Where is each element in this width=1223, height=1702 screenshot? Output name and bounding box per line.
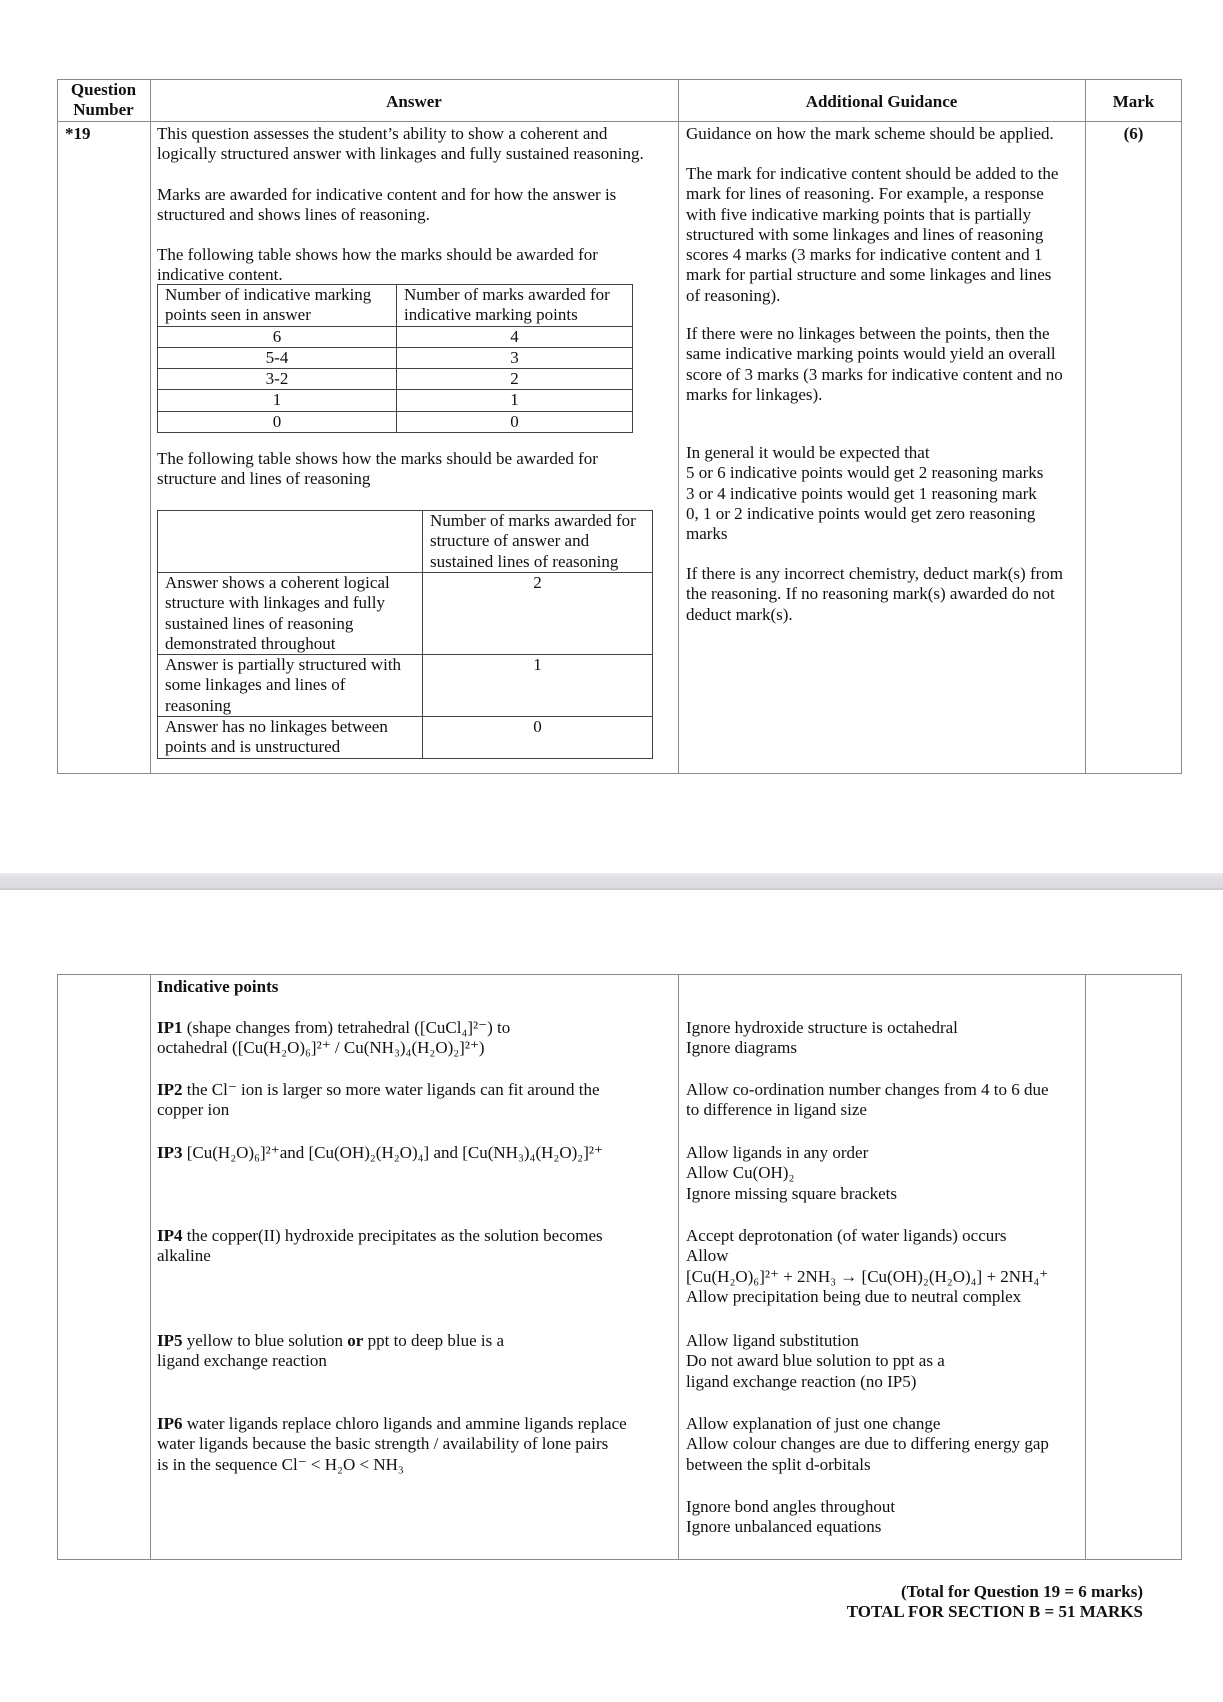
ip-or: or	[347, 1331, 364, 1350]
table-cell: 0	[158, 411, 397, 432]
question-number: *19	[65, 124, 91, 143]
column-divider	[150, 974, 151, 1560]
guidance-paragraph: In general it would be expected that 5 or 6 indicative points would get 2 reasoning marks 3 or 4 indicative points would get 1 reasoning mark 0, 1 or 2 indicative points would get zero reasoning marks	[686, 443, 1044, 544]
ip-text: [Cu(H₂O)₆]²⁺and [Cu(OH)₂(H₂O)₄] and [Cu(NH₃)₄(H₂O)₂]²⁺	[182, 1143, 603, 1162]
table-cell: Answer is partially structured with some linkages and lines of reasoning	[158, 655, 423, 717]
total-question: (Total for Question 19 = 6 marks)	[900, 1582, 1143, 1601]
ip1-guidance: Ignore hydroxide structure is octahedral Ignore diagrams	[686, 1018, 958, 1058]
table-cell: 1	[397, 390, 633, 411]
table-row	[158, 369, 633, 390]
header-mark: Mark	[1112, 92, 1155, 111]
answer-paragraph: This question assesses the student’s ability to show a coherent and logically structured answer with linkages and fully sustained reasoning.	[157, 124, 644, 164]
column-divider	[678, 79, 679, 774]
structure-reasoning-table	[157, 510, 653, 759]
table-cell: 4	[397, 326, 633, 347]
ip4-guidance: Accept deprotonation (of water ligands) occurs Allow [Cu(H₂O)₆]²⁺ + 2NH₃ → [Cu(OH)₂(H₂O)₄] + 2NH₄⁺ Allow precipitation being due to neutral complex	[686, 1226, 1049, 1306]
guidance-paragraph: If there were no linkages between the points, then the same indicative marking points would yield an overall score of 3 marks (3 marks for indicative content and no marks for linkages).	[686, 324, 1063, 404]
table-cell: 0	[423, 717, 653, 759]
header-guidance: Additional Guidance	[805, 92, 958, 111]
ip-label: IP6	[157, 1414, 183, 1433]
indicative-point-ip5	[157, 1331, 504, 1372]
table-cell: 2	[397, 369, 633, 390]
column-divider	[1085, 79, 1086, 774]
table-header: Number of indicative marking points seen in answer	[158, 285, 397, 327]
ip-label: IP4	[157, 1226, 183, 1245]
answer-paragraph: The following table shows how the marks should be awarded for indicative content.	[157, 245, 598, 285]
indicative-content-table	[157, 284, 633, 433]
ip-text: the copper(II) hydroxide precipitates as the solution becomes alkaline	[157, 1226, 603, 1266]
table-row	[158, 390, 633, 411]
answer-paragraph: Marks are awarded for indicative content and for how the answer is structured and shows lines of reasoning.	[157, 185, 617, 225]
ip-text: yellow to blue solution	[182, 1331, 348, 1350]
ip-label: IP1	[157, 1018, 183, 1037]
ip3-guidance: Allow ligands in any order Allow Cu(OH)₂ Ignore missing square brackets	[686, 1143, 898, 1203]
guidance-paragraph: The mark for indicative content should be added to the mark for lines of reasoning. For example, a response with five indicative marking points that is partially structured with some linkages and lines of reasoning scores 4 marks (3 marks for indicative content and 1 mark for partial structure and some linkages and lines of reasoning).	[686, 164, 1059, 305]
mark-value: (6)	[1123, 124, 1144, 143]
table-cell: 6	[158, 326, 397, 347]
table-cell: 5-4	[158, 347, 397, 368]
table-row	[158, 326, 633, 347]
indicative-point-ip6	[157, 1414, 627, 1475]
guidance-paragraph: If there is any incorrect chemistry, deduct mark(s) from the reasoning. If no reasoning mark(s) awarded do not deduct mark(s).	[686, 564, 1063, 624]
ip5-guidance: Allow ligand substitution Do not award blue solution to ppt as a ligand exchange reaction (no IP5)	[686, 1331, 945, 1391]
page-separator	[0, 873, 1223, 890]
guidance-paragraph: Guidance on how the mark scheme should be applied.	[686, 124, 1054, 143]
indicative-point-ip3	[157, 1143, 603, 1163]
indicative-point-ip4	[157, 1226, 603, 1267]
column-divider	[678, 974, 679, 1560]
final-guidance: Ignore bond angles throughout Ignore unbalanced equations	[686, 1497, 896, 1537]
ip-text: ppt to deep blue is a ligand exchange reaction	[157, 1331, 505, 1371]
table-row	[158, 655, 653, 717]
table-cell: 1	[158, 390, 397, 411]
table-header: Number of marks awarded for indicative marking points	[397, 285, 633, 327]
table-cell: 1	[423, 655, 653, 717]
ip-text: (shape changes from) tetrahedral ([CuCl₄]²⁻) to octahedral ([Cu(H₂O)₆]²⁺ / Cu(NH₃)₄(H₂O)₂]²⁺)	[157, 1018, 511, 1058]
table-cell: 3-2	[158, 369, 397, 390]
indicative-point-ip2	[157, 1080, 600, 1121]
ip-text: the Cl⁻ ion is larger so more water ligands can fit around the copper ion	[157, 1080, 600, 1120]
table-cell-empty	[158, 511, 423, 573]
column-divider	[150, 79, 151, 774]
ip6-guidance: Allow explanation of just one change Allow colour changes are due to differing energy gap between the split d-orbitals	[686, 1414, 1049, 1474]
indicative-point-ip1	[157, 1018, 510, 1059]
ip-label: IP5	[157, 1331, 183, 1350]
header-divider	[57, 121, 1182, 122]
column-divider	[1085, 974, 1086, 1560]
answer-paragraph: The following table shows how the marks should be awarded for structure and lines of reasoning	[157, 449, 598, 489]
table-row	[158, 717, 653, 759]
ip-label: IP2	[157, 1080, 183, 1099]
table-row	[158, 347, 633, 368]
header-question-number: Question Number	[70, 80, 137, 120]
ip2-guidance: Allow co-ordination number changes from 4 to 6 due to difference in ligand size	[686, 1080, 1049, 1120]
table-cell: 2	[423, 573, 653, 655]
table-cell: 0	[397, 411, 633, 432]
table-cell: 3	[397, 347, 633, 368]
header-answer: Answer	[386, 92, 442, 111]
table-row	[158, 573, 653, 655]
ip-text: water ligands replace chloro ligands and ammine ligands replace water ligands because the basic strength / availability of lone pairs is in the sequence Cl⁻ < H₂O < NH₃	[157, 1414, 627, 1474]
table-cell: Answer has no linkages between points and is unstructured	[158, 717, 423, 759]
indicative-points-heading: Indicative points	[157, 977, 279, 996]
table-header: Number of marks awarded for structure of answer and sustained lines of reasoning	[423, 511, 653, 573]
ip-label: IP3	[157, 1143, 183, 1162]
table-row	[158, 411, 633, 432]
total-section: TOTAL FOR SECTION B = 51 MARKS	[846, 1602, 1143, 1621]
table-cell: Answer shows a coherent logical structure with linkages and fully sustained lines of reasoning demonstrated throughout	[158, 573, 423, 655]
